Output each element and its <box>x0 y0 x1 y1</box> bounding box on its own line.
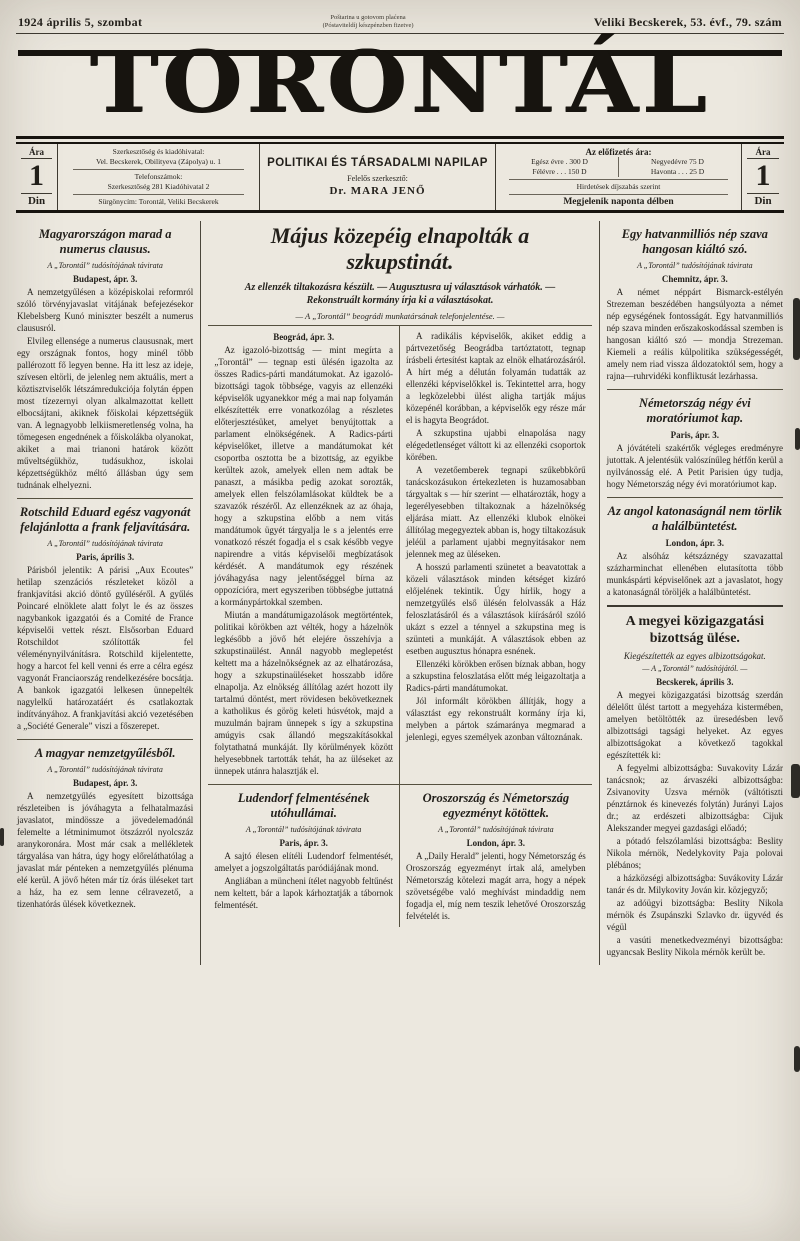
article-dateline: Budapest, ápr. 3. <box>72 274 138 284</box>
appears-note: Megjelenik naponta délben <box>563 197 674 207</box>
content-columns <box>16 221 784 965</box>
issue-date: 1924 április 5, szombat <box>18 15 143 29</box>
paragraph: A német néppárt Bismarck-estélyén Strezeman beszédében hangsúlyozta a német nép egységének fontosságát. Egy hatvanmilliós nép szava minden erőszakoskodással szemben is hangosan kiáltó szó — mondja Strezeman. Kiemeli a reális külpolitika szükségességét, amely nem riad vissza áldozatoktól sem, hogy a rajna—ruhrvidéki konfliktusát lezárhassa. <box>606 287 783 381</box>
lead-body-right <box>406 330 586 743</box>
article-byline: A „Torontál” tudósítójának távirata <box>47 261 163 270</box>
subs-halfyear: Félévre . . . 150 D <box>532 167 587 176</box>
office-line4: Szerkesztőség 281 Kiadóhivatal 2 <box>107 182 210 191</box>
paragraph: a vasúti menetkedvezményi bizottságba: ugyancsak Beslity Nikola mérnök került be. <box>606 935 783 957</box>
lead-story-header <box>208 223 591 326</box>
article-dateline: Chemnitz, ápr. 3. <box>661 274 728 284</box>
lead-column-right <box>400 326 592 784</box>
article-title: Magyarországon marad a numerus clausus. <box>38 227 172 256</box>
article-byline: A „Torontál” tudósítójának távirata <box>47 539 163 548</box>
paragraph: A megyei közigazgatási bizottság szerdán délelőtt ülést tartott a megyeháza kistermében, amelyen betöltötték az üresedésben levő albizottsági tagsági helyeket. Az egyes albizottságokat a következő tagokkal egészítették ki: <box>606 690 783 760</box>
info-bar <box>16 142 784 213</box>
paragraph: Angliában a müncheni ítélet nagyobb feltűnést nem keltett, bár a lapok kárhoztatják a tábornok felmentését. <box>214 876 393 910</box>
article-byline: A „Torontál” tudósítójának távirata <box>245 825 362 834</box>
article-title: Ludendorf felmentésének utóhullámai. <box>237 791 370 820</box>
masthead <box>16 34 784 142</box>
paragraph: Párisból jelentik: A párisi „Aux Ecoutes” hetilap szenzációs részleteket közöl a frankjavítási akció döntő gyűléséről. A gyűlés Poincaré elnöklete alatt folyt le és az összes nagybankok igazgatói és a Comité de France képviselői vettek részt. Elsősorban Eduard Rotschildot szólították fel véleménynyilvánításra. Rotschild kijelentette, hogy a harcot fel kell venni és erre a célra egész vagyonát Franciaország rendelkezésére bocsátja. A bankok igazgatói lelkesen ünnepelték nagylelkű határozatáért és csatlakoztak indítványához. A frankjavítási akció vezetésében a „Société Generale” viszi a főszerepet. <box>17 565 194 731</box>
paragraph: A fegyelmi albizottságba: Suvakovity Lázár tanácsnok; az árvaszéki albizottságba: Zsivanovity Uzsva mérnök (váltótiszti pénztárnok és kinevezés folytán) Jurányi Lajos dr.; az erdészeti albizottságba: Cijuk Alekszander megyei gazdasági előadó; <box>606 763 783 833</box>
office-info <box>58 144 260 210</box>
lead-body-left <box>214 344 393 777</box>
paragraph: az adóügyi bizottságba: Beslity Nikola mérnök és Zsupánszki Szlavko dr. ügyvéd és végül <box>606 898 783 932</box>
ads-note: Hirdetések díjszabás szerint <box>576 182 661 191</box>
article-byline: A „Torontál” tudósítójának távirata <box>637 261 753 270</box>
article-dateline: London, ápr. 3. <box>665 538 725 548</box>
subscription-grid <box>501 157 736 177</box>
article-body <box>214 850 393 911</box>
paragraph: Elvileg ellensége a numerus claususnak, mert egy országnak fontos, hogy minél több pallérozott fő legyen benne. Ha itt lesz az ideje, szívesen eltörli, de jelenleg nem aktuális, mert a köztisztviselők létszámredukciója folytán éppen most tízezernyi olyan alkalmazottat kellett elbocsájtani, akiknek főiskolai képzettségük van. A legnagyobb lelkiismeretlenség volna, ha tömegesen engednének a főiskolákba olyanokat, akiket a mai trianoni határok között műveltségükhöz, tudásukhoz, iskolai képzettségükhöz méltó állásban úgy sem tudnának elhelyezni. <box>17 336 194 490</box>
price-value: 1 <box>29 159 44 192</box>
article-subhead: Kiegészítették az egyes albizottságokat. <box>623 651 766 661</box>
article-nemzetgyules <box>17 739 193 917</box>
postage-line1: Poštarina u gotovom plaćena <box>330 14 406 21</box>
article-title: Rotschild Eduard egész vagyonát felajánlotta a frank feljavítására. <box>19 505 191 534</box>
paragraph: A nemzetgyűlés egyesített bizottsága részleteiben is jóváhagyta a felhatalmazási javaslatot, mindössze a jövedelemadónál felemelte a létminimumot ötszázról nyolcszáz aranykoronára. Most már csak a mellékletek tárgyalása van hátra, úgy hogy előreláthatólag a javaslat már pénteken a nemzetgyűlés plénuma elé kerül. A jövő héten már tíz órás üléseket tart a ház, ha ez sem lenne célravezető, a tizenhatórás ülések következnek. <box>17 791 194 909</box>
article-moratorium <box>607 389 783 497</box>
article-byline: — A „Torontál” tudósítójától. — <box>642 664 748 673</box>
price-label-right: Ára <box>747 147 779 159</box>
paragraph: A nemzetgyűlésen a középiskolai reformról szóló törvényjavaslat vitájának befejezésekor Klebelsberg Kunó miniszter beszélt a numerus claususról. <box>17 287 194 333</box>
issue-info: Veliki Becskerek, 53. évf., 79. szám <box>593 15 782 29</box>
price-box-left <box>16 144 58 210</box>
price-unit: Din <box>21 193 52 207</box>
lead-subhead: Az ellenzék tiltakozásra készült. — Augusztusra uj választások várhatók. — Rekonstruált kormány írja ki a választásokat. <box>244 282 556 306</box>
paragraph: A hosszú parlamenti szünetet a beavatottak a közeli választások minden kétséget kizáró előjelének tekintik. Úgy hírlik, hogy a nemzetgyűlés első ülésén felolvassák a Ház feloszlatásáról és a választások kiírásáról szóló ukázt s ezzel a ténnyel a szkupstina meg is szünteti a munkáját. A választások ebben az esetben augusztus hónapra esnének. <box>406 562 586 656</box>
newspaper-title: TORONTÁL <box>89 32 711 132</box>
office-rule <box>73 169 244 170</box>
price-unit-right: Din <box>747 193 779 207</box>
scan-artifact <box>795 428 800 450</box>
scan-artifact <box>791 764 800 798</box>
office-line1: Szerkesztőség és kiadóhivatal: <box>112 147 205 156</box>
article-dateline: London, ápr. 3. <box>466 838 526 848</box>
article-byline: A „Torontál” tudósítójának távirata <box>438 825 554 834</box>
paper-type-box <box>260 144 496 210</box>
lead-byline: — A „Torontál” beográdi munkatársának telefonjelentése. — <box>295 311 505 321</box>
subs-monthly: Havonta . . . 25 D <box>650 167 705 176</box>
lead-dateline: Beográd, ápr. 3. <box>273 332 335 342</box>
column-right <box>600 221 784 965</box>
article-body <box>607 550 783 598</box>
price-box-right <box>742 144 784 210</box>
paragraph: A jóvátételi szakértők végleges eredményre jutottak. A jelentésük valószínűleg hétfőn kerül a nyilvánosság elé. A Petit Parisien úgy tudja, hogy Németország négy évi moratóriumot kap. <box>606 443 783 489</box>
subscription-col-right <box>619 157 736 177</box>
article-ludendorf <box>208 785 400 927</box>
scan-artifact <box>794 1046 800 1072</box>
article-dateline: Paris, ápr. 3. <box>670 430 720 440</box>
subscription-rule2 <box>509 194 728 195</box>
mid-bottom-articles <box>208 784 591 927</box>
subscription-rule <box>509 179 728 180</box>
article-title: Az angol katonaságnál nem törlik a halálbüntetést. <box>607 504 782 533</box>
article-body <box>607 689 783 958</box>
article-dateline: Budapest, ápr. 3. <box>72 778 138 788</box>
column-left <box>16 221 200 965</box>
article-megyei-bizottsag <box>607 605 783 965</box>
office-line2: Vel. Becskerek, Obilityeva (Zápolya) u. 1 <box>96 157 221 166</box>
article-rotschild <box>17 498 193 739</box>
article-body <box>17 286 193 491</box>
article-halalbuntetes <box>607 497 783 605</box>
topbar <box>16 12 784 34</box>
main-section <box>200 221 599 965</box>
office-line5: Sürgönycím: Torontál, Veliki Becskerek <box>98 197 219 206</box>
subs-quarter: Negyedévre 75 D <box>651 157 704 166</box>
article-title: Oroszország és Németország egyezményt kötöttek. <box>422 791 570 820</box>
subscription-title: Az előfizetés ára: <box>585 147 652 157</box>
article-body <box>406 850 586 922</box>
paper-type: POLITIKAI ÉS TÁRSADALMI NAPILAP <box>267 157 488 169</box>
article-dateline: Becskerek, április 3. <box>656 677 734 687</box>
paragraph: Miután a mandátumigazolások megtörténtek, politikai körökben azt vélték, hogy a házelnök legkésőbb a jövő hét elejére összehívja a szkupstinaülést. Annál nagyobb meglepetést keltett ma a házelnökségnek az az elhatározása, hogy a szkupstinaüléseket hosszabb időre elnapolja. Az elnökség állítólag azért hozott ily tartalmú döntést, mert rövidesen bekövetkeznek a katholikus és görög keleti húsvétok, majd a muzulmán bajram ünnepek s így a szkupstina amúgyis csak állandó megszakításokkal folytathatná munkáját. Ily körülmények között helyesebbnek tartották tehát, ha az üléseket az ünnepek utánra halasztják el. <box>214 610 393 776</box>
lead-headline: Május közepéig elnapolták a szkupstinát. <box>270 223 530 274</box>
subs-yearly: Egész évre . 300 D <box>531 157 588 166</box>
paragraph: A „Daily Herald” jelenti, hogy Németország és Oroszország egyezményt írtak alá, amelyben Németország kötelezi magát arra, hogy a népek szövetségébe való meghívást mindaddig nem fogadja el, míg nem teszik lehetővé Oroszország felvételét is. <box>406 851 586 921</box>
office-line3: Telefonszámok: <box>134 172 183 181</box>
article-title: A magyar nemzetgyűlésből. <box>34 746 176 760</box>
postage-note <box>323 14 414 30</box>
paragraph: A sajtó élesen elítéli Ludendorf felmentését, amelyet a jogszolgáltatás paródiájának mond. <box>214 851 393 873</box>
article-byline: A „Torontál” tudósítójának távirata <box>47 765 163 774</box>
subscription-box <box>496 144 742 210</box>
paragraph: Az alsóház kétszáznégy szavazattal százharminchat ellenében elutasította több munkáspárti képviselőnek azt a javaslatot, hogy a katonaságnál töröljék a halálbüntetést. <box>606 551 783 597</box>
paragraph: A szkupstina ujabbi elnapolása nagy elégedetlenséget váltott ki az ellenzéki csoportok körében. <box>406 428 586 462</box>
article-body <box>17 564 193 732</box>
article-body <box>607 286 783 382</box>
paragraph: Az igazoló-bizottság — mint megírta a „Torontál” — tegnap esti ülésén igazolta az összes Radics-párti mandátumokat. Az igazoló-bizottsági tagok többsége, vagyis az ellenzéki képviselők ugyanekkor még a mai nap folyamán elkészítették erre vonatkozólag a részletes előterjesztésüket, amelyet benyújtottak a parlament elnökségének. A Radics-párti képviselőket, illetve a mandátumokat két csoportba osztotta be a bizottság, az egyikbe kerültek azok, amelyek ellen nem adtak be panaszt, a másikba pedig azokat sorozták, amelyek ellen felszólamlásokat küldtek be a szavazók részéről. Az ellenzéknek az az óhaja, hogy a szkupstina előbb a nem vitás mandátumok ügyét tárgyalja le s a jelentés erre vonatkozó részét fogadja el s csak később vegye napirendre a vitás képviselői megbízatások kérdését. A mandátumok egy részének jóváhagyása nagy jelentőséggel bírna az oppozícióra, mert egyszeriben többségbe juttatná a kormánypártokkal szemben. <box>214 345 393 607</box>
article-nep-szava <box>607 221 783 389</box>
paragraph: a pótadó felszólamlási bizottságba: Beslity Nikola mérnök, Nedelykovity Paja polovai plébános; <box>606 836 783 870</box>
article-dateline: Paris, ápr. 3. <box>279 838 328 848</box>
paragraph: a házközségi albizottságba: Suvákovity Lázár tanár és dr. Milykovity Jován kir. közjegyző; <box>606 873 783 895</box>
article-dateline: Paris, április 3. <box>76 552 135 562</box>
paragraph: A radikális képviselők, akiket eddig a pártvezetőség Beográdba tartóztatott, tegnap írásbeli értesítést kaptak az elnök elhatározásáról. A hírt még a délután folyamán tudatták az ellenzéki képviselőkkel is. Tekintettel arra, hogy a legközelebbi ülést aligha tartják május közepénél korábban, a képviselők egy része már el is hagyta Beográdot. <box>406 331 586 425</box>
article-oroszorszag <box>400 785 592 927</box>
price-value-right: 1 <box>755 159 771 192</box>
lead-story-columns <box>208 326 591 784</box>
scan-artifact <box>793 298 800 360</box>
article-title: Németország négy évi moratóriumot kap. <box>638 396 751 425</box>
paragraph: Ellenzéki körökben erősen bíznak abban, hogy a szkupstina feloszlatása előtt még leigazoltatja a Radics-párti mandátumokat. <box>406 659 586 693</box>
article-numerus-clausus <box>17 221 193 498</box>
article-body <box>17 790 193 910</box>
article-title: Egy hatvanmilliós nép szava hangosan kiáltó szó. <box>621 227 768 256</box>
editor-label: Felelős szerkesztő: <box>347 174 408 183</box>
price-label: Ára <box>21 147 52 159</box>
office-rule2 <box>73 194 244 195</box>
lead-column-left <box>208 326 400 784</box>
postage-line2: (Póstaviteldíj készpénzben fizetve) <box>322 22 414 29</box>
scan-artifact <box>0 828 4 846</box>
paragraph: Jól informált körökben állítják, hogy a választást egy rekonstruált kormány írja ki, melyben a pártok számaránya megmarad a jelenlegi, egyes személyek azonban változnának. <box>406 696 586 742</box>
editor-name: Dr. MARA JENŐ <box>329 185 426 197</box>
article-title: A megyei közigazgatási bizottság ülése. <box>625 614 765 646</box>
article-body <box>607 442 783 490</box>
subscription-col-left <box>501 157 619 177</box>
paragraph: A vezetőemberek tegnapi szűkebbkörű tanácskozásukon értekezleten is huzamosabban tárgyaltak s — hír szerint — elhatározták, hogy a legerélyesebben tiltakoznak a házelnökség eljárása miatt. Az ellenzéki klubok elnökei állítólag megegyeztek abban is, hogy tiltakozásuk jeléül a parlament ujabbi megnyitásakor nem jelennek meg az üléseken. <box>406 465 586 559</box>
